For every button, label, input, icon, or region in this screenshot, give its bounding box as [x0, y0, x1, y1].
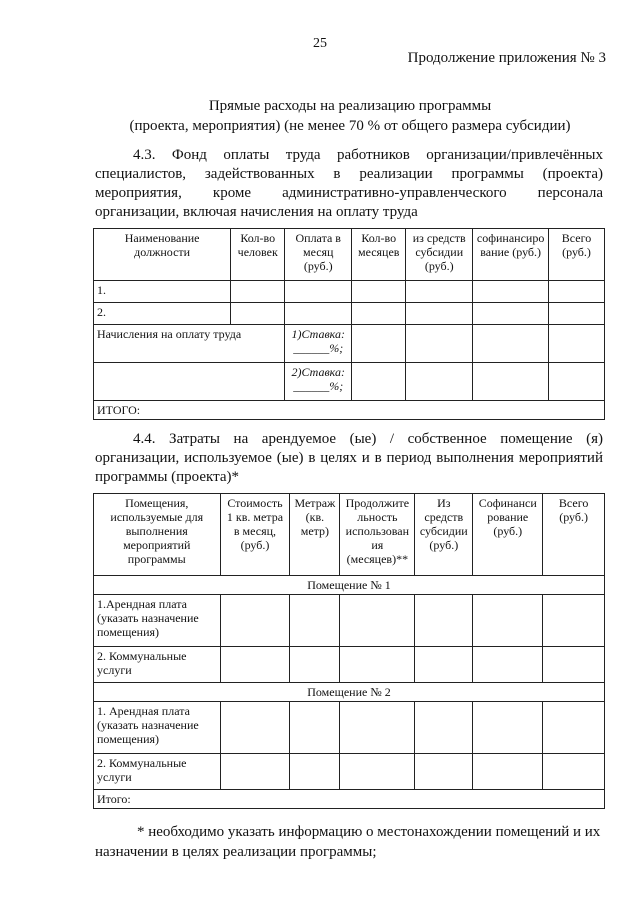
table-row	[94, 683, 605, 702]
table-row	[94, 754, 605, 790]
salary-table	[93, 228, 605, 420]
section-title-line1: Прямые расходы на реализацию программы	[208, 98, 492, 114]
paragraph-4-3	[95, 146, 603, 222]
table-row	[94, 363, 605, 401]
appendix-note: Продолжение приложения № 3	[407, 50, 606, 66]
table-row	[94, 401, 605, 420]
table-row	[94, 281, 605, 303]
rate-2: 2)Ставка: ______%;	[285, 363, 352, 401]
accruals-label: Начисления на оплату труда	[94, 325, 285, 363]
table-row	[94, 325, 605, 363]
rent-row-label: 1.Арендная плата (указать назначение помещения)	[94, 595, 221, 647]
table-row	[94, 595, 605, 647]
table-row	[94, 303, 605, 325]
table-row	[94, 647, 605, 683]
col-subsidy: Из средств субсидии (руб.)	[415, 494, 473, 576]
table-row	[94, 702, 605, 754]
salary-table-header	[94, 229, 605, 281]
rent-row-label: 1. Арендная плата (указать назначение помещения)	[94, 702, 221, 754]
col-subsidy: из средств субсидии (руб.)	[406, 229, 473, 281]
utilities-row-label: 2. Коммунальные услуги	[94, 754, 221, 790]
premise-2-heading: Помещение № 2	[94, 683, 605, 702]
col-premises: Помещения, используемые для выполнения мероприятий программы	[94, 494, 221, 576]
paragraph-4-4	[95, 430, 603, 487]
premises-table	[93, 493, 605, 809]
page-number: 25	[313, 36, 327, 51]
table-row	[94, 576, 605, 595]
paragraph-4-3-text: 4.3. Фонд оплаты труда работников организации/привлечённых специалистов, задействованных в реализации программы (проекта) мероприятия, кроме административно-управленческого персонала организации, включая начисления на оплату труда	[95, 147, 603, 220]
utilities-row-label: 2. Коммунальные услуги	[94, 647, 221, 683]
col-total: Всего (руб.)	[543, 494, 605, 576]
col-cost-per-m2: Стоимость 1 кв. метра в месяц, (руб.)	[220, 494, 290, 576]
section-title-line2: (проекта, мероприятия) (не менее 70 % от общего размера субсидии)	[129, 118, 571, 134]
footnote	[95, 822, 607, 862]
col-monthly-pay: Оплата в месяц (руб.)	[285, 229, 352, 281]
col-duration: Продолжите льность использован ия (месяцев)**	[340, 494, 415, 576]
col-months: Кол-во месяцев	[352, 229, 406, 281]
col-position: Наименование должности	[94, 229, 231, 281]
col-cofinancing: софинансиро вание (руб.)	[473, 229, 549, 281]
rate-1: 1)Ставка: ______%;	[285, 325, 352, 363]
col-area: Метраж (кв. метр)	[290, 494, 340, 576]
table-row	[94, 790, 605, 809]
premises-table-header	[94, 494, 605, 576]
footnote-text: * необходимо указать информацию о местонахождении помещений и их назначении в целях реализации программы;	[95, 824, 601, 860]
row-label: 2.	[94, 303, 231, 325]
total-label: ИТОГО:	[94, 401, 605, 420]
col-total: Всего (руб.)	[549, 229, 605, 281]
col-count: Кол-во человек	[231, 229, 285, 281]
row-label: 1.	[94, 281, 231, 303]
col-cofinancing: Софинанси рование (руб.)	[473, 494, 543, 576]
paragraph-4-4-text: 4.4. Затраты на арендуемое (ые) / собственное помещение (я) организации, используемое (ые) в целях и в период выполнения мероприятий программы (проекта)*	[95, 431, 603, 485]
premise-1-heading: Помещение № 1	[94, 576, 605, 595]
total-label: Итого:	[94, 790, 605, 809]
